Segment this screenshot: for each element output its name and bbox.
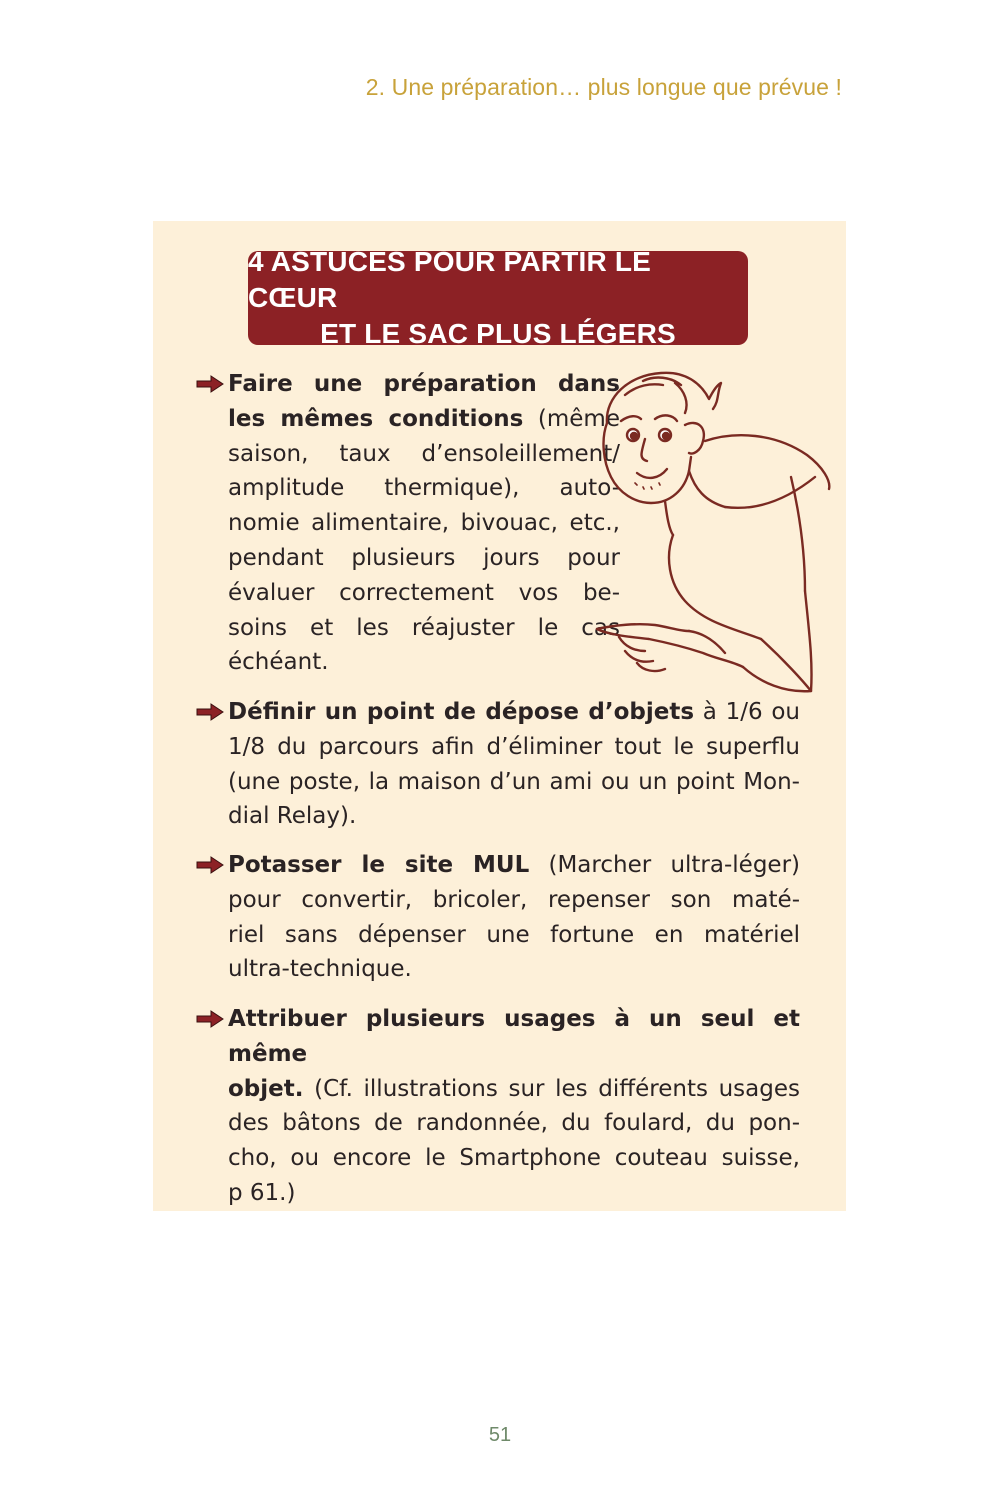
tip-text: (Cf. illustrations sur les différents usages: [303, 1075, 800, 1102]
tip-text: 1/8 du parcours afin d’éliminer tout le superflu: [228, 733, 800, 760]
tip-bold-text: les mêmes conditions: [228, 405, 524, 432]
tip-line: [228, 576, 620, 611]
tip-line: [228, 402, 620, 437]
tip-text: soins et les réajuster le cas: [228, 614, 620, 641]
tip-line: [228, 799, 800, 834]
tip-1: [228, 367, 620, 680]
tip-line: [228, 611, 620, 646]
arrow-right-icon: [195, 856, 225, 874]
tip-line: [228, 1106, 800, 1141]
tip-line: [228, 1002, 800, 1072]
tip-text: (même: [523, 405, 620, 432]
tip-text: saison, taux d’ensoleillement/: [228, 440, 620, 467]
tip-text: (une poste, la maison d’un ami ou un point Mon-: [228, 768, 800, 795]
tip-bold-text: Attribuer plusieurs usages à un seul et même: [228, 1006, 800, 1067]
tip-line: [228, 367, 620, 402]
tip-text: des bâtons de randonnée, du foulard, du pon-: [228, 1110, 800, 1137]
tip-line: [228, 730, 800, 765]
tips-title-banner: [248, 246, 748, 349]
tip-line: [228, 883, 800, 918]
tip-line: [228, 952, 800, 987]
tip-line: [228, 471, 620, 506]
tip-line: [228, 1141, 800, 1176]
pointing-man-illustration: [585, 361, 835, 701]
tip-text: (Marcher ultra-léger): [529, 852, 800, 878]
tip-text: pendant plusieurs jours pour: [228, 544, 620, 571]
tip-line: [228, 765, 800, 800]
arrow-right-icon: [195, 703, 225, 721]
tips-title-line-2: ET LE SAC PLUS LÉGERS: [320, 318, 676, 349]
tip-text: riel sans dépenser une fortune en matériel: [228, 921, 800, 948]
tip-line: [228, 848, 800, 883]
tip-text: pour convertir, bricoler, repenser son maté-: [228, 886, 800, 913]
tip-line: [228, 1176, 800, 1211]
arrow-right-icon: [195, 1010, 225, 1028]
tips-title-line-1: 4 ASTUCES POUR PARTIR LE CŒUR: [248, 246, 652, 313]
tip-text: échéant.: [228, 649, 329, 676]
tip-line: [228, 506, 620, 541]
tip-4: [228, 1002, 800, 1211]
tip-bold-text: Faire une préparation dans: [228, 371, 620, 397]
tip-text: nomie alimentaire, bivouac, etc.,: [228, 510, 620, 537]
tip-text: dial Relay).: [228, 803, 357, 830]
tip-text: amplitude thermique), auto-: [228, 475, 620, 502]
arrow-right-icon: [195, 375, 225, 393]
page-number: 51: [488, 1424, 512, 1446]
tips-box: [153, 221, 846, 1211]
tip-line: [228, 918, 800, 953]
tip-text: ultra-technique.: [228, 956, 412, 983]
tip-bold-text: Définir un point de dépose d’objets: [228, 699, 695, 725]
tip-text: p 61.): [228, 1179, 296, 1206]
tip-2: [228, 695, 800, 834]
tip-line: [228, 645, 620, 680]
tip-bold-text: Potasser le site MUL: [228, 852, 530, 878]
tip-line: [228, 541, 620, 576]
tip-3: [228, 848, 800, 987]
tip-text: cho, ou encore le Smartphone couteau suisse,: [228, 1145, 800, 1172]
tip-line: [228, 437, 620, 472]
tip-text: évaluer correctement vos be-: [228, 579, 620, 606]
tip-line: [228, 1072, 800, 1107]
running-head: 2. Une préparation… plus longue que prévue !: [365, 74, 842, 100]
tip-text: à 1/6 ou: [694, 699, 800, 725]
tip-bold-text: objet.: [228, 1075, 304, 1102]
